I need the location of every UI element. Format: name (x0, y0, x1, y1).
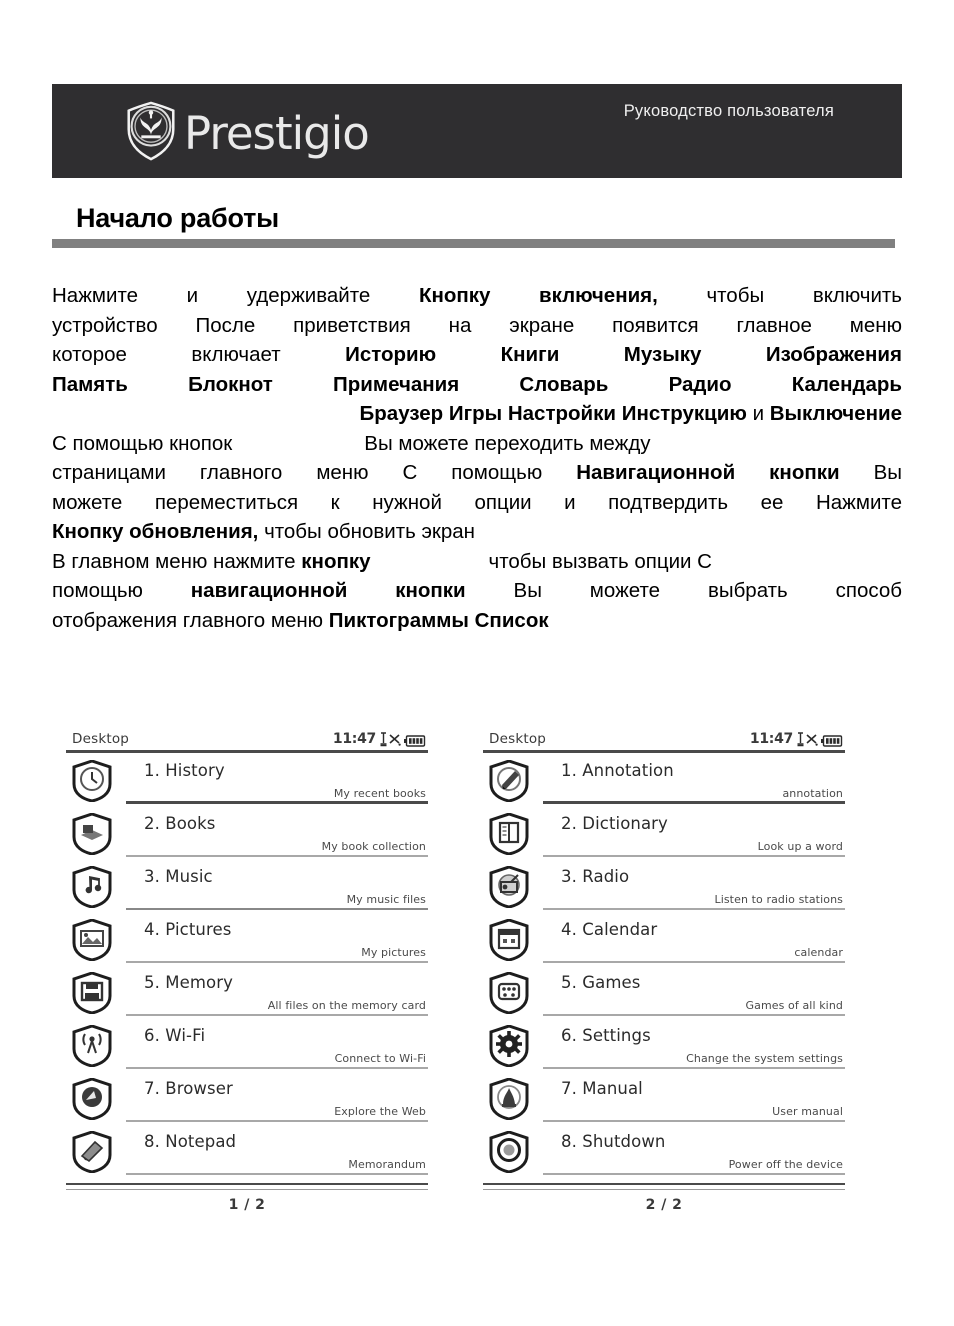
memory-card-shield-icon (72, 972, 112, 1014)
list-item-underline (543, 961, 845, 963)
paragraph-line-11 (52, 576, 902, 606)
list-item[interactable] (66, 967, 428, 1020)
list-item-label: 3. Music (144, 867, 213, 886)
text-run: чтобы вызвать опции С (488, 549, 712, 573)
text-run: помощью (52, 579, 191, 602)
statusbar-title: Desktop (489, 731, 547, 747)
page-header-band (52, 84, 902, 178)
statusbar-indicators (750, 731, 843, 747)
list-item-description: My pictures (361, 946, 426, 959)
list-item-underline (126, 908, 428, 910)
list-item-description: annotation (782, 787, 843, 800)
text-run: Вы можете выбрать способ (465, 579, 902, 602)
list-item-underline (126, 801, 428, 804)
list-item-underline (543, 908, 845, 910)
pictures-shield-icon (72, 919, 112, 961)
prestigio-shield-crown-logo-icon (120, 100, 182, 162)
header-manual-label: Руководство пользователя (623, 102, 834, 120)
list-item-underline (126, 961, 428, 963)
list-item[interactable] (66, 861, 428, 914)
list-item[interactable] (66, 914, 428, 967)
list-item-description: Games of all kind (745, 999, 843, 1012)
list-item-underline (126, 1014, 428, 1016)
list-item-description: Power off the device (728, 1158, 843, 1171)
list-item-underline (543, 855, 845, 857)
list-item[interactable] (66, 1073, 428, 1126)
calendar-shield-icon (489, 919, 529, 961)
device-statusbar (483, 728, 845, 750)
paragraph-line-7 (52, 458, 902, 488)
list-item[interactable] (483, 967, 845, 1020)
device-screenshot-page-2 (483, 728, 845, 1213)
text-run-bold: Историю Книги Музыку Изображения (345, 343, 902, 366)
list-item-underline (126, 1173, 428, 1175)
text-run-bold: Кнопку обновления, (52, 520, 259, 543)
paragraph-line-3 (52, 340, 902, 370)
device-footer-divider (483, 1183, 845, 1190)
list-item[interactable] (66, 1020, 428, 1073)
list-item-label: 4. Pictures (144, 920, 232, 939)
statusbar-indicators (333, 731, 426, 747)
text-run: Вы (839, 461, 902, 484)
device-screenshot-page-1 (66, 728, 428, 1213)
statusbar-title: Desktop (72, 731, 130, 747)
list-item[interactable] (66, 755, 428, 808)
paragraph-line-6 (52, 429, 902, 459)
signal-antenna-icon (379, 732, 401, 747)
list-item[interactable] (66, 808, 428, 861)
radio-shield-icon (489, 866, 529, 908)
games-shield-icon (489, 972, 529, 1014)
power-shield-icon (489, 1131, 529, 1173)
list-item[interactable] (483, 808, 845, 861)
list-item-underline (543, 1014, 845, 1016)
paragraph-line-8: можете переместиться к нужной опции и подтвердить ее Нажмите (52, 490, 902, 514)
list-item-description: Connect to Wi-Fi (334, 1052, 426, 1065)
text-run: которое включает (52, 343, 346, 366)
list-item-description: Listen to radio stations (714, 893, 843, 906)
statusbar-clock: 11:47 (332, 731, 376, 747)
list-item-description: Explore the Web (334, 1105, 426, 1118)
list-item[interactable] (483, 755, 845, 808)
paragraph-line-9 (52, 517, 902, 547)
list-item-underline (126, 1120, 428, 1122)
list-item-description: calendar (794, 946, 843, 959)
list-item-label: 1. History (144, 761, 225, 780)
device-pager: 2 / 2 (645, 1197, 683, 1213)
text-run-bold: Кнопку включения, (418, 284, 658, 307)
list-item[interactable] (483, 914, 845, 967)
list-item-label: 2. Dictionary (561, 814, 668, 833)
gear-shield-icon (489, 1025, 529, 1067)
list-item-description: My recent books (333, 787, 426, 800)
books-shield-icon (72, 813, 112, 855)
list-item-label: 6. Wi-Fi (144, 1026, 206, 1045)
device-pager: 1 / 2 (228, 1197, 266, 1213)
list-item[interactable] (483, 1073, 845, 1126)
title-divider-rule (52, 239, 895, 248)
list-item[interactable] (483, 1020, 845, 1073)
signal-antenna-icon (796, 732, 818, 747)
list-item-underline (543, 1067, 845, 1069)
device-footer-divider (66, 1183, 428, 1190)
battery-full-icon (404, 735, 426, 747)
text-run-bold: навигационной кнопки (190, 579, 466, 602)
annotation-pen-shield-icon (489, 760, 529, 802)
list-item-description: My music files (346, 893, 426, 906)
text-run: Вы можете переходить между (364, 431, 651, 455)
text-run-bold: Навигационной кнопки (576, 461, 840, 484)
manual-shield-icon (489, 1078, 529, 1120)
history-clock-shield-icon (72, 760, 112, 802)
text-run: Нажмите и удерживайте (52, 284, 419, 307)
paragraph-line-12 (52, 606, 902, 636)
text-run: В главном меню нажмите (52, 549, 302, 573)
body-copy (52, 281, 902, 635)
paragraph-line-2: устройство После приветствия на экране появится главное меню (52, 313, 902, 337)
list-item-description: Look up a word (757, 840, 843, 853)
device-statusbar (66, 728, 428, 750)
statusbar-clock: 11:47 (749, 731, 793, 747)
list-item-label: 7. Manual (561, 1079, 643, 1098)
list-item-label: 2. Books (144, 814, 216, 833)
text-run: и (746, 402, 770, 425)
list-item-label: 8. Notepad (144, 1132, 237, 1151)
text-run-bold: Браузер Игры Настройки Инструкцию (359, 402, 747, 425)
list-item[interactable] (66, 1126, 428, 1179)
text-run: чтобы включить (657, 284, 902, 307)
list-item-description: Change the system settings (686, 1052, 843, 1065)
text-run: С помощью кнопок (52, 431, 233, 455)
browser-globe-shield-icon (72, 1078, 112, 1120)
paragraph-line-4 (52, 370, 902, 400)
list-item-underline (126, 855, 428, 857)
paragraph-line-10 (52, 547, 902, 577)
statusbar-divider (483, 750, 845, 753)
brand-wordmark: Prestigio (184, 106, 369, 160)
list-item-description: All files on the memory card (267, 999, 426, 1012)
paragraph-line-5 (52, 399, 902, 429)
list-item-description: My book collection (321, 840, 426, 853)
text-run: страницами главного меню С помощью (52, 461, 577, 484)
list-item-label: 5. Memory (144, 973, 233, 992)
list-item-label: 5. Games (561, 973, 641, 992)
paragraph-line-1 (52, 281, 902, 311)
text-run-bold: кнопку (301, 549, 371, 573)
list-item[interactable] (483, 1126, 845, 1179)
list-item-label: 8. Shutdown (561, 1132, 666, 1151)
text-run-bold: Выключение (769, 402, 902, 425)
list-item-description: Memorandum (348, 1158, 426, 1171)
battery-full-icon (821, 735, 843, 747)
list-item-description: User manual (772, 1105, 843, 1118)
statusbar-divider (66, 750, 428, 753)
list-item-underline (543, 1173, 845, 1175)
dictionary-book-shield-icon (489, 813, 529, 855)
list-item-label: 6. Settings (561, 1026, 651, 1045)
wifi-antenna-shield-icon (72, 1025, 112, 1067)
list-item[interactable] (483, 861, 845, 914)
text-run-bold: Память Блокнот Примечания Словарь Радио Календарь (52, 372, 902, 396)
text-run-bold: Пиктограммы Список (328, 608, 549, 632)
list-item-underline (543, 801, 845, 804)
text-run: чтобы обновить экран (258, 520, 476, 543)
page-title: Начало работы (76, 203, 280, 233)
list-item-label: 4. Calendar (561, 920, 658, 939)
list-item-label: 3. Radio (561, 867, 630, 886)
list-item-underline (543, 1120, 845, 1122)
list-item-label: 7. Browser (144, 1079, 233, 1098)
notepad-shield-icon (72, 1131, 112, 1173)
list-item-underline (126, 1067, 428, 1069)
text-run: отображения главного меню (52, 608, 329, 632)
music-note-shield-icon (72, 866, 112, 908)
brand-block (120, 96, 369, 166)
list-item-label: 1. Annotation (561, 761, 674, 780)
